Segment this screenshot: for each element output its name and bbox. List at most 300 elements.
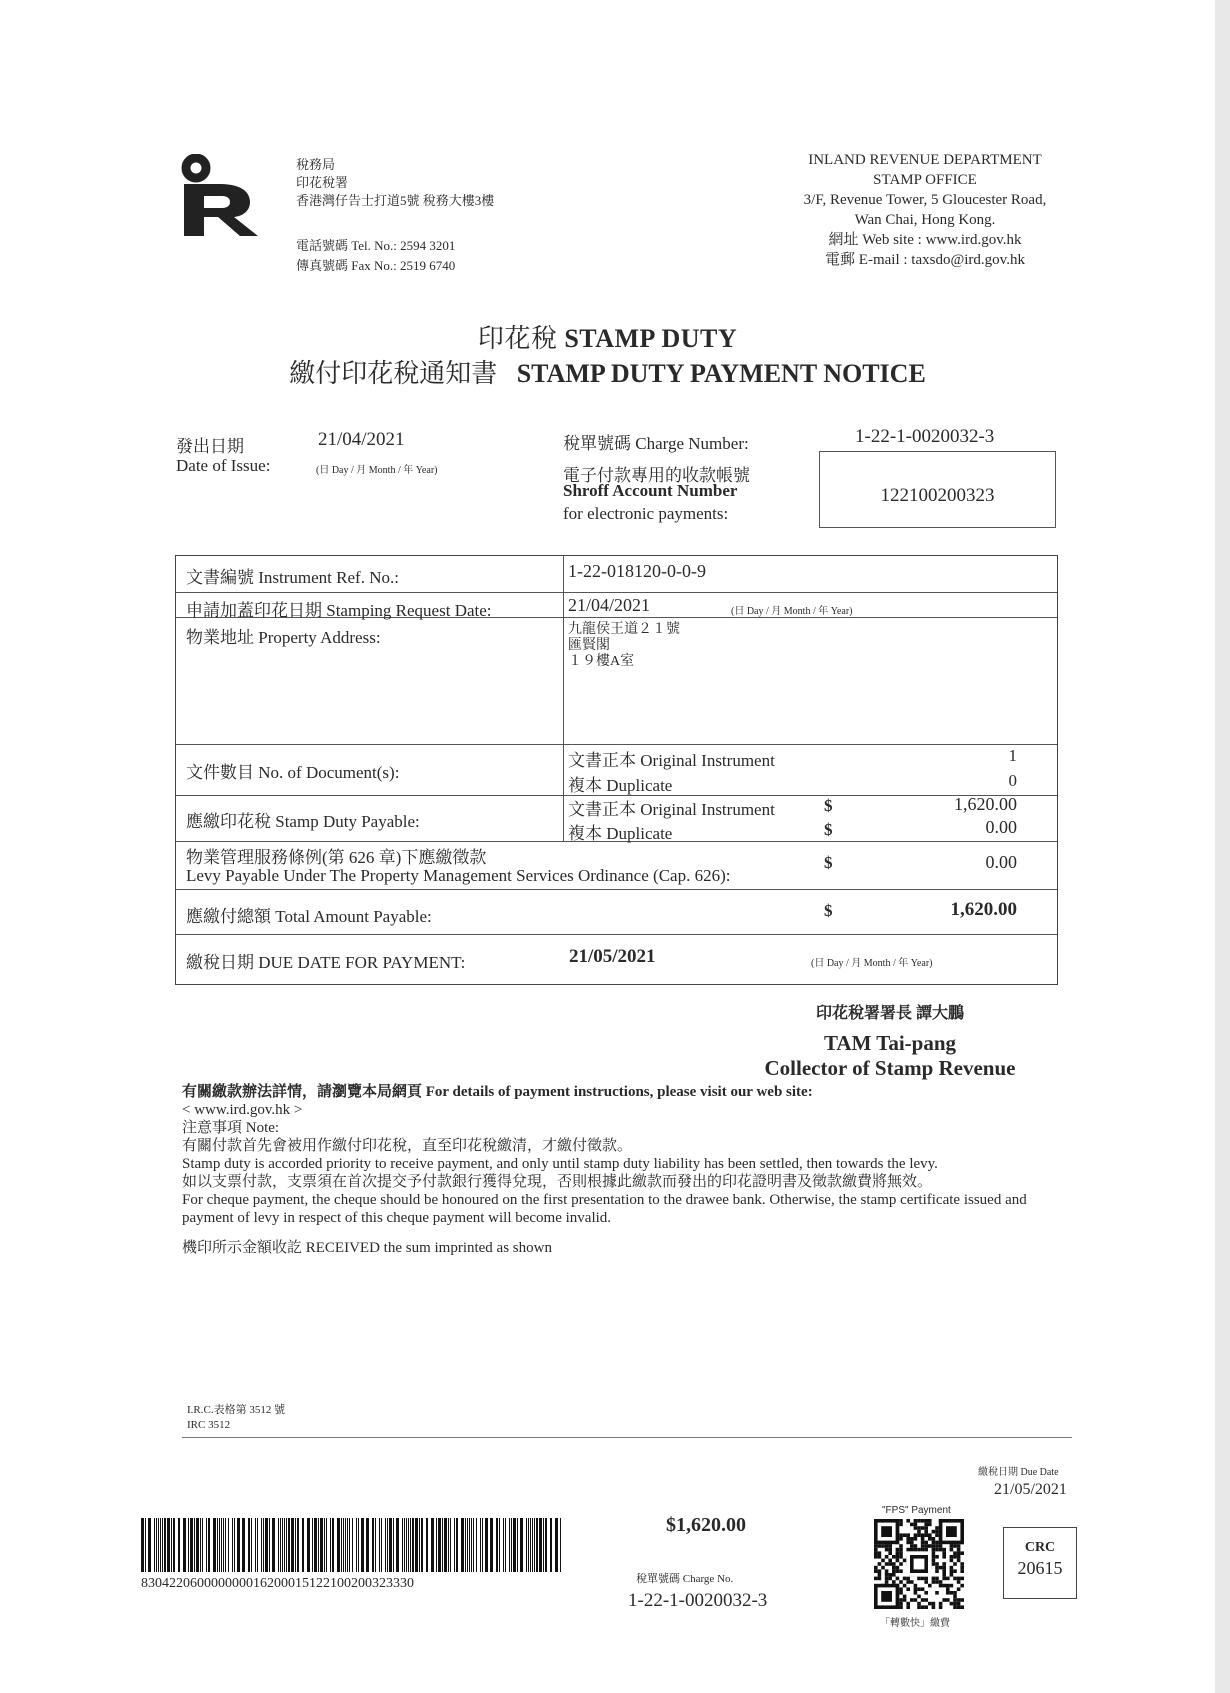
qr-module xyxy=(888,1573,892,1577)
qr-module xyxy=(903,1584,907,1588)
qr-module xyxy=(950,1584,954,1588)
qr-module xyxy=(914,1548,918,1552)
qr-module xyxy=(921,1548,925,1552)
qr-module xyxy=(939,1602,943,1606)
levy-value: 0.00 xyxy=(985,852,1017,872)
docs-duplicate-count: 0 xyxy=(1008,771,1017,790)
title-payment-notice xyxy=(0,353,1215,390)
qr-module xyxy=(914,1537,918,1541)
qr-module xyxy=(914,1587,918,1591)
qr-module xyxy=(910,1544,914,1548)
crc-box xyxy=(1003,1527,1077,1599)
qr-module xyxy=(946,1584,950,1588)
qr-module xyxy=(932,1544,936,1548)
qr-module xyxy=(914,1584,918,1588)
qr-module xyxy=(946,1526,957,1537)
qr-module xyxy=(957,1544,961,1548)
qr-module xyxy=(932,1580,936,1584)
qr-module xyxy=(899,1587,903,1591)
qr-module xyxy=(914,1559,925,1570)
qr-module xyxy=(942,1584,946,1588)
qr-module xyxy=(928,1519,932,1523)
qr-module xyxy=(942,1555,946,1559)
qr-module xyxy=(960,1584,964,1588)
qr-module xyxy=(885,1577,889,1581)
qr-module xyxy=(939,1544,943,1548)
qr-module xyxy=(935,1526,939,1530)
qr-module xyxy=(960,1598,964,1602)
qr-module xyxy=(942,1551,946,1555)
payable-label: 應繳印花稅 Stamp Duty Payable: xyxy=(186,812,420,831)
qr-module xyxy=(935,1541,939,1545)
qr-module xyxy=(906,1587,910,1591)
qr-module xyxy=(924,1519,928,1523)
qr-module xyxy=(914,1526,918,1530)
instrument-label: 文書編號 Instrument Ref. No.: xyxy=(186,568,399,587)
shroff-account-box xyxy=(819,451,1056,528)
collector-signature xyxy=(740,1000,1040,1081)
note1-en: Stamp duty is accorded priority to receive payment, and only until stamp duty liability has been settled, then towards the levy. xyxy=(182,1156,938,1172)
header-email: 電郵 E-mail : taxsdo@ird.gov.hk xyxy=(825,252,1025,268)
qr-module xyxy=(935,1569,939,1573)
qr-module xyxy=(924,1598,928,1602)
charge-details-table xyxy=(175,555,1058,985)
qr-module xyxy=(917,1595,921,1599)
qr-module xyxy=(960,1605,964,1609)
stamping-value: 21/04/2021 xyxy=(568,595,651,615)
qr-module xyxy=(935,1591,939,1595)
qr-module xyxy=(942,1577,946,1581)
docs-label: 文件數目 No. of Document(s): xyxy=(186,763,400,782)
footer-amount: $1,620.00 xyxy=(666,1514,746,1536)
qr-module xyxy=(906,1541,910,1545)
qr-module xyxy=(932,1559,936,1563)
qr-module xyxy=(903,1598,907,1602)
qr-module xyxy=(953,1555,957,1559)
qr-module xyxy=(888,1551,892,1555)
qr-module xyxy=(917,1548,921,1552)
qr-module xyxy=(932,1551,936,1555)
collector-name: TAM Tai-pang xyxy=(823,1031,957,1055)
qr-module xyxy=(917,1533,921,1537)
payment-barcode xyxy=(141,1518,568,1572)
qr-module xyxy=(953,1569,957,1573)
stamping-format: (日 Day / 月 Month / 年 Year) xyxy=(731,606,853,617)
qr-module xyxy=(899,1533,903,1537)
qr-module xyxy=(906,1602,910,1606)
qr-module xyxy=(928,1544,932,1548)
qr-module xyxy=(892,1555,896,1559)
qr-module xyxy=(950,1602,954,1606)
qr-module xyxy=(874,1548,878,1552)
qr-module xyxy=(932,1537,936,1541)
header-right-line: STAMP OFFICE xyxy=(873,172,977,188)
note1-zh: 有關付款首先會被用作繳付印花稅，直至印花稅繳清，才繳付徵款。 xyxy=(182,1138,633,1154)
qr-module xyxy=(874,1569,878,1573)
qr-module xyxy=(917,1526,921,1530)
qr-module xyxy=(881,1591,892,1602)
qr-module xyxy=(914,1544,918,1548)
qr-module xyxy=(946,1598,950,1602)
qr-module xyxy=(885,1555,889,1559)
qr-module xyxy=(921,1598,925,1602)
qr-module xyxy=(896,1569,900,1573)
qr-module xyxy=(924,1544,928,1548)
payable-original-label: 文書正本 Original Instrument xyxy=(568,800,775,819)
qr-module xyxy=(888,1544,892,1548)
due-format: (日 Day / 月 Month / 年 Year) xyxy=(811,958,933,969)
qr-module xyxy=(953,1605,957,1609)
qr-module xyxy=(899,1555,903,1559)
qr-module xyxy=(917,1587,921,1591)
qr-module xyxy=(928,1533,932,1537)
qr-module xyxy=(924,1548,928,1552)
qr-module xyxy=(888,1559,892,1563)
shroff-label-en: Shroff Account Number xyxy=(563,481,738,500)
qr-module xyxy=(910,1580,914,1584)
currency-sign: $ xyxy=(824,853,833,872)
qr-module xyxy=(899,1598,903,1602)
qr-module xyxy=(896,1559,900,1563)
qr-module xyxy=(906,1577,910,1581)
qr-module xyxy=(899,1523,903,1527)
qr-module xyxy=(935,1566,939,1570)
qr-module xyxy=(950,1573,954,1577)
qr-module xyxy=(942,1566,946,1570)
qr-module xyxy=(878,1573,882,1577)
qr-module xyxy=(899,1591,903,1595)
header-web: 網址 Web site : www.ird.gov.hk xyxy=(828,232,1022,248)
title-stamp-duty xyxy=(0,318,1215,355)
qr-module xyxy=(953,1562,957,1566)
issue-date-format: (日 Day / 月 Month / 年 Year) xyxy=(316,465,438,476)
qr-module xyxy=(888,1548,892,1552)
qr-module xyxy=(924,1523,928,1527)
qr-module xyxy=(950,1548,954,1552)
qr-module xyxy=(885,1562,889,1566)
qr-module xyxy=(910,1548,914,1552)
barcode-number: 830422060000000016200015122100200323330 xyxy=(141,1576,414,1591)
qr-module xyxy=(939,1566,943,1570)
qr-module xyxy=(960,1551,964,1555)
qr-module xyxy=(899,1602,903,1606)
currency-sign: $ xyxy=(824,820,833,839)
payable-original-value: 1,620.00 xyxy=(954,794,1017,814)
collector-title-zh: 印花稅署署長 譚大鵬 xyxy=(815,1005,964,1022)
qr-module xyxy=(960,1569,964,1573)
qr-module xyxy=(899,1519,903,1523)
qr-module xyxy=(960,1577,964,1581)
qr-module xyxy=(957,1605,961,1609)
qr-module xyxy=(899,1551,903,1555)
due-label: 繳稅日期 DUE DATE FOR PAYMENT: xyxy=(186,953,466,972)
qr-module xyxy=(957,1548,961,1552)
note2-en: For cheque payment, the cheque should be honoured on the first presentation to the drawee bank. Otherwise, the stamp certificate issued and payment of levy in respect of this cheque payment will become invalid. xyxy=(182,1192,1027,1226)
qr-module xyxy=(935,1548,939,1552)
qr-module xyxy=(903,1559,907,1563)
header-left-line: 稅務局 xyxy=(296,157,336,172)
payable-duplicate-label: 複本 Duplicate xyxy=(568,824,673,843)
qr-module xyxy=(874,1544,878,1548)
qr-module xyxy=(885,1544,889,1548)
issue-date: 21/04/2021 xyxy=(318,429,405,450)
form-number-zh: I.R.C.表格第 3512 號 xyxy=(187,1404,286,1416)
qr-module xyxy=(939,1548,943,1552)
qr-module xyxy=(935,1530,939,1534)
qr-module xyxy=(942,1573,946,1577)
qr-module xyxy=(932,1548,936,1552)
qr-module xyxy=(932,1530,936,1534)
qr-module xyxy=(917,1602,921,1606)
qr-module xyxy=(914,1523,918,1527)
qr-module xyxy=(917,1530,921,1534)
payment-details-text: 有關繳款辦法詳情，請瀏覽本局網頁 For details of payment instructions, please visit our web site: xyxy=(182,1084,813,1100)
form-number xyxy=(187,1403,285,1433)
qr-module xyxy=(939,1605,943,1609)
qr-module xyxy=(906,1533,910,1537)
qr-module xyxy=(921,1526,925,1530)
qr-module xyxy=(924,1530,928,1534)
qr-module xyxy=(957,1598,961,1602)
qr-module xyxy=(953,1602,957,1606)
title-line1-zh: 印花稅 xyxy=(477,324,558,353)
address-label: 物業地址 Property Address: xyxy=(186,628,381,647)
payable-duplicate-value: 0.00 xyxy=(985,817,1017,837)
form-number-en: IRC 3512 xyxy=(187,1419,231,1431)
qr-module xyxy=(935,1555,939,1559)
collector-title-en: Collector of Stamp Revenue xyxy=(764,1056,1016,1080)
qr-module xyxy=(924,1591,928,1595)
qr-module xyxy=(885,1548,889,1552)
barcode-bar xyxy=(560,1518,561,1572)
qr-module xyxy=(914,1533,918,1537)
instrument-value: 1-22-018120-0-0-9 xyxy=(568,561,706,581)
qr-module xyxy=(906,1580,910,1584)
qr-module xyxy=(953,1544,957,1548)
qr-module xyxy=(899,1580,903,1584)
fps-caption: 「轉數快」繳費 xyxy=(880,1618,950,1629)
qr-module xyxy=(960,1566,964,1570)
levy-label-en: Levy Payable Under The Property Management Services Ordinance (Cap. 626): xyxy=(186,866,731,885)
qr-module xyxy=(932,1577,936,1581)
shroff-label-zh: 電子付款專用的收款帳號 xyxy=(563,466,750,485)
header-left-line: 香港灣仔告士打道5號 稅務大樓3樓 xyxy=(296,193,495,208)
header-tel: 電話號碼 Tel. No.: 2594 3201 xyxy=(296,238,456,253)
address-line: 九龍侯王道２１號 xyxy=(568,622,680,637)
qr-module xyxy=(906,1537,910,1541)
qr-module xyxy=(928,1602,932,1606)
qr-module xyxy=(928,1584,932,1588)
total-value: 1,620.00 xyxy=(950,899,1017,920)
qr-module xyxy=(896,1577,900,1581)
qr-module xyxy=(924,1577,928,1581)
qr-module xyxy=(921,1519,925,1523)
title-line2-en: STAMP DUTY PAYMENT NOTICE xyxy=(516,359,926,388)
qr-module xyxy=(874,1566,878,1570)
qr-module xyxy=(932,1541,936,1545)
qr-module xyxy=(899,1548,903,1552)
qr-module xyxy=(928,1537,932,1541)
received-text: 機印所示金額收訖 RECEIVED the sum imprinted as shown xyxy=(182,1240,552,1256)
qr-module xyxy=(950,1569,954,1573)
qr-module xyxy=(892,1573,896,1577)
qr-module xyxy=(899,1605,903,1609)
footer-charge-label: 稅單號碼 Charge No. xyxy=(636,1573,734,1585)
qr-module xyxy=(921,1537,925,1541)
qr-module xyxy=(953,1598,957,1602)
qr-module xyxy=(921,1533,925,1537)
qr-module xyxy=(935,1544,939,1548)
qr-module xyxy=(878,1555,882,1559)
header-right-line: Wan Chai, Hong Kong. xyxy=(854,212,996,228)
qr-module xyxy=(878,1562,882,1566)
qr-module xyxy=(953,1577,957,1581)
qr-module xyxy=(957,1602,961,1606)
qr-module xyxy=(885,1580,889,1584)
levy-label-zh: 物業管理服務條例(第 626 章)下應繳徵款 xyxy=(186,848,487,867)
qr-module xyxy=(924,1605,928,1609)
qr-module xyxy=(950,1566,954,1570)
qr-module xyxy=(928,1523,932,1527)
charge-number: 1-22-1-0020032-3 xyxy=(855,426,995,447)
qr-module xyxy=(885,1569,889,1573)
qr-module xyxy=(917,1577,921,1581)
qr-module xyxy=(903,1533,907,1537)
qr-module xyxy=(874,1551,878,1555)
qr-module xyxy=(881,1526,892,1537)
qr-module xyxy=(932,1555,936,1559)
qr-module xyxy=(939,1584,943,1588)
qr-module xyxy=(906,1519,910,1523)
qr-module xyxy=(906,1548,910,1552)
qr-module xyxy=(935,1562,939,1566)
qr-module xyxy=(892,1580,896,1584)
charge-label: 稅單號碼 Charge Number: xyxy=(563,434,749,453)
qr-module xyxy=(896,1555,900,1559)
qr-module xyxy=(899,1562,903,1566)
address-line: １９樓A室 xyxy=(568,654,635,669)
crc-label: CRC xyxy=(1024,1540,1056,1555)
qr-module xyxy=(888,1562,892,1566)
header-right-line: 3/F, Revenue Tower, 5 Gloucester Road, xyxy=(803,192,1047,208)
qr-module xyxy=(950,1591,954,1595)
qr-module xyxy=(878,1551,882,1555)
qr-module xyxy=(932,1602,936,1606)
qr-module xyxy=(939,1580,943,1584)
qr-module xyxy=(914,1598,918,1602)
qr-module xyxy=(914,1591,918,1595)
shroff-label-sub: for electronic payments: xyxy=(563,504,729,523)
qr-module xyxy=(917,1605,921,1609)
docs-duplicate-label: 複本 Duplicate xyxy=(568,776,673,795)
qr-module xyxy=(874,1577,878,1581)
qr-module xyxy=(878,1577,882,1581)
qr-module xyxy=(899,1537,903,1541)
qr-module xyxy=(957,1577,961,1581)
qr-module xyxy=(910,1541,914,1545)
qr-module xyxy=(932,1605,936,1609)
docs-original-count: 1 xyxy=(1008,746,1017,765)
qr-module xyxy=(881,1544,885,1548)
qr-module xyxy=(903,1577,907,1581)
qr-module xyxy=(935,1577,939,1581)
qr-module xyxy=(921,1587,925,1591)
currency-sign: $ xyxy=(824,796,833,815)
note2-zh: 如以支票付款，支票須在首次提交予付款銀行獲得兌現，否則根據此繳款而發出的印花證明書及徵款繳費將無效。 xyxy=(182,1174,933,1190)
qr-module xyxy=(953,1551,957,1555)
qr-module xyxy=(899,1544,903,1548)
header-right-address xyxy=(760,150,1090,270)
qr-module xyxy=(910,1598,914,1602)
total-label: 應繳付總額 Total Amount Payable: xyxy=(186,907,432,926)
qr-module xyxy=(896,1566,900,1570)
header-fax: 傳真號碼 Fax No.: 2519 6740 xyxy=(296,258,456,273)
fps-qr-code xyxy=(874,1519,964,1609)
qr-module xyxy=(899,1569,903,1573)
qr-module xyxy=(921,1577,925,1581)
qr-module xyxy=(924,1580,928,1584)
qr-module xyxy=(924,1533,928,1537)
qr-module xyxy=(874,1555,878,1559)
qr-module xyxy=(942,1598,946,1602)
qr-module xyxy=(892,1562,896,1566)
ird-logo xyxy=(178,154,262,236)
qr-module xyxy=(917,1519,921,1523)
qr-module xyxy=(946,1587,950,1591)
qr-module xyxy=(910,1537,914,1541)
qr-module xyxy=(953,1595,957,1599)
shroff-account-number: 122100200323 xyxy=(880,485,995,506)
issue-label-en: Date of Issue: xyxy=(176,456,271,475)
qr-module xyxy=(942,1562,946,1566)
title-line1-en: STAMP DUTY xyxy=(564,324,738,353)
qr-module xyxy=(892,1569,896,1573)
due-value: 21/05/2021 xyxy=(569,946,656,967)
stamping-label: 申請加蓋印花日期 Stamping Request Date: xyxy=(186,601,492,620)
qr-module xyxy=(942,1548,946,1552)
qr-module xyxy=(921,1544,925,1548)
qr-module xyxy=(942,1569,946,1573)
qr-module xyxy=(950,1544,954,1548)
qr-module xyxy=(892,1566,896,1570)
qr-module xyxy=(921,1541,925,1545)
qr-module xyxy=(950,1555,954,1559)
header-left-address xyxy=(296,156,494,210)
qr-module xyxy=(935,1580,939,1584)
qr-module xyxy=(924,1541,928,1545)
qr-module xyxy=(881,1566,885,1570)
qr-module xyxy=(957,1559,961,1563)
notes-section xyxy=(182,1083,1062,1257)
qr-module xyxy=(896,1548,900,1552)
address-value xyxy=(568,622,680,670)
qr-module xyxy=(914,1519,918,1523)
page-edge xyxy=(1215,0,1230,1693)
qr-module xyxy=(896,1551,900,1555)
qr-module xyxy=(932,1562,936,1566)
footer-charge-number: 1-22-1-0020032-3 xyxy=(628,1590,768,1611)
qr-module xyxy=(946,1591,950,1595)
qr-module xyxy=(888,1577,892,1581)
qr-module xyxy=(960,1562,964,1566)
address-line: 匯賢閣 xyxy=(568,638,610,653)
qr-module xyxy=(885,1573,889,1577)
title-line2-zh: 繳付印花稅通知書 xyxy=(289,359,498,388)
qr-module xyxy=(906,1605,910,1609)
qr-module xyxy=(957,1580,961,1584)
crc-value: 20615 xyxy=(1017,1558,1063,1578)
qr-module xyxy=(878,1544,882,1548)
